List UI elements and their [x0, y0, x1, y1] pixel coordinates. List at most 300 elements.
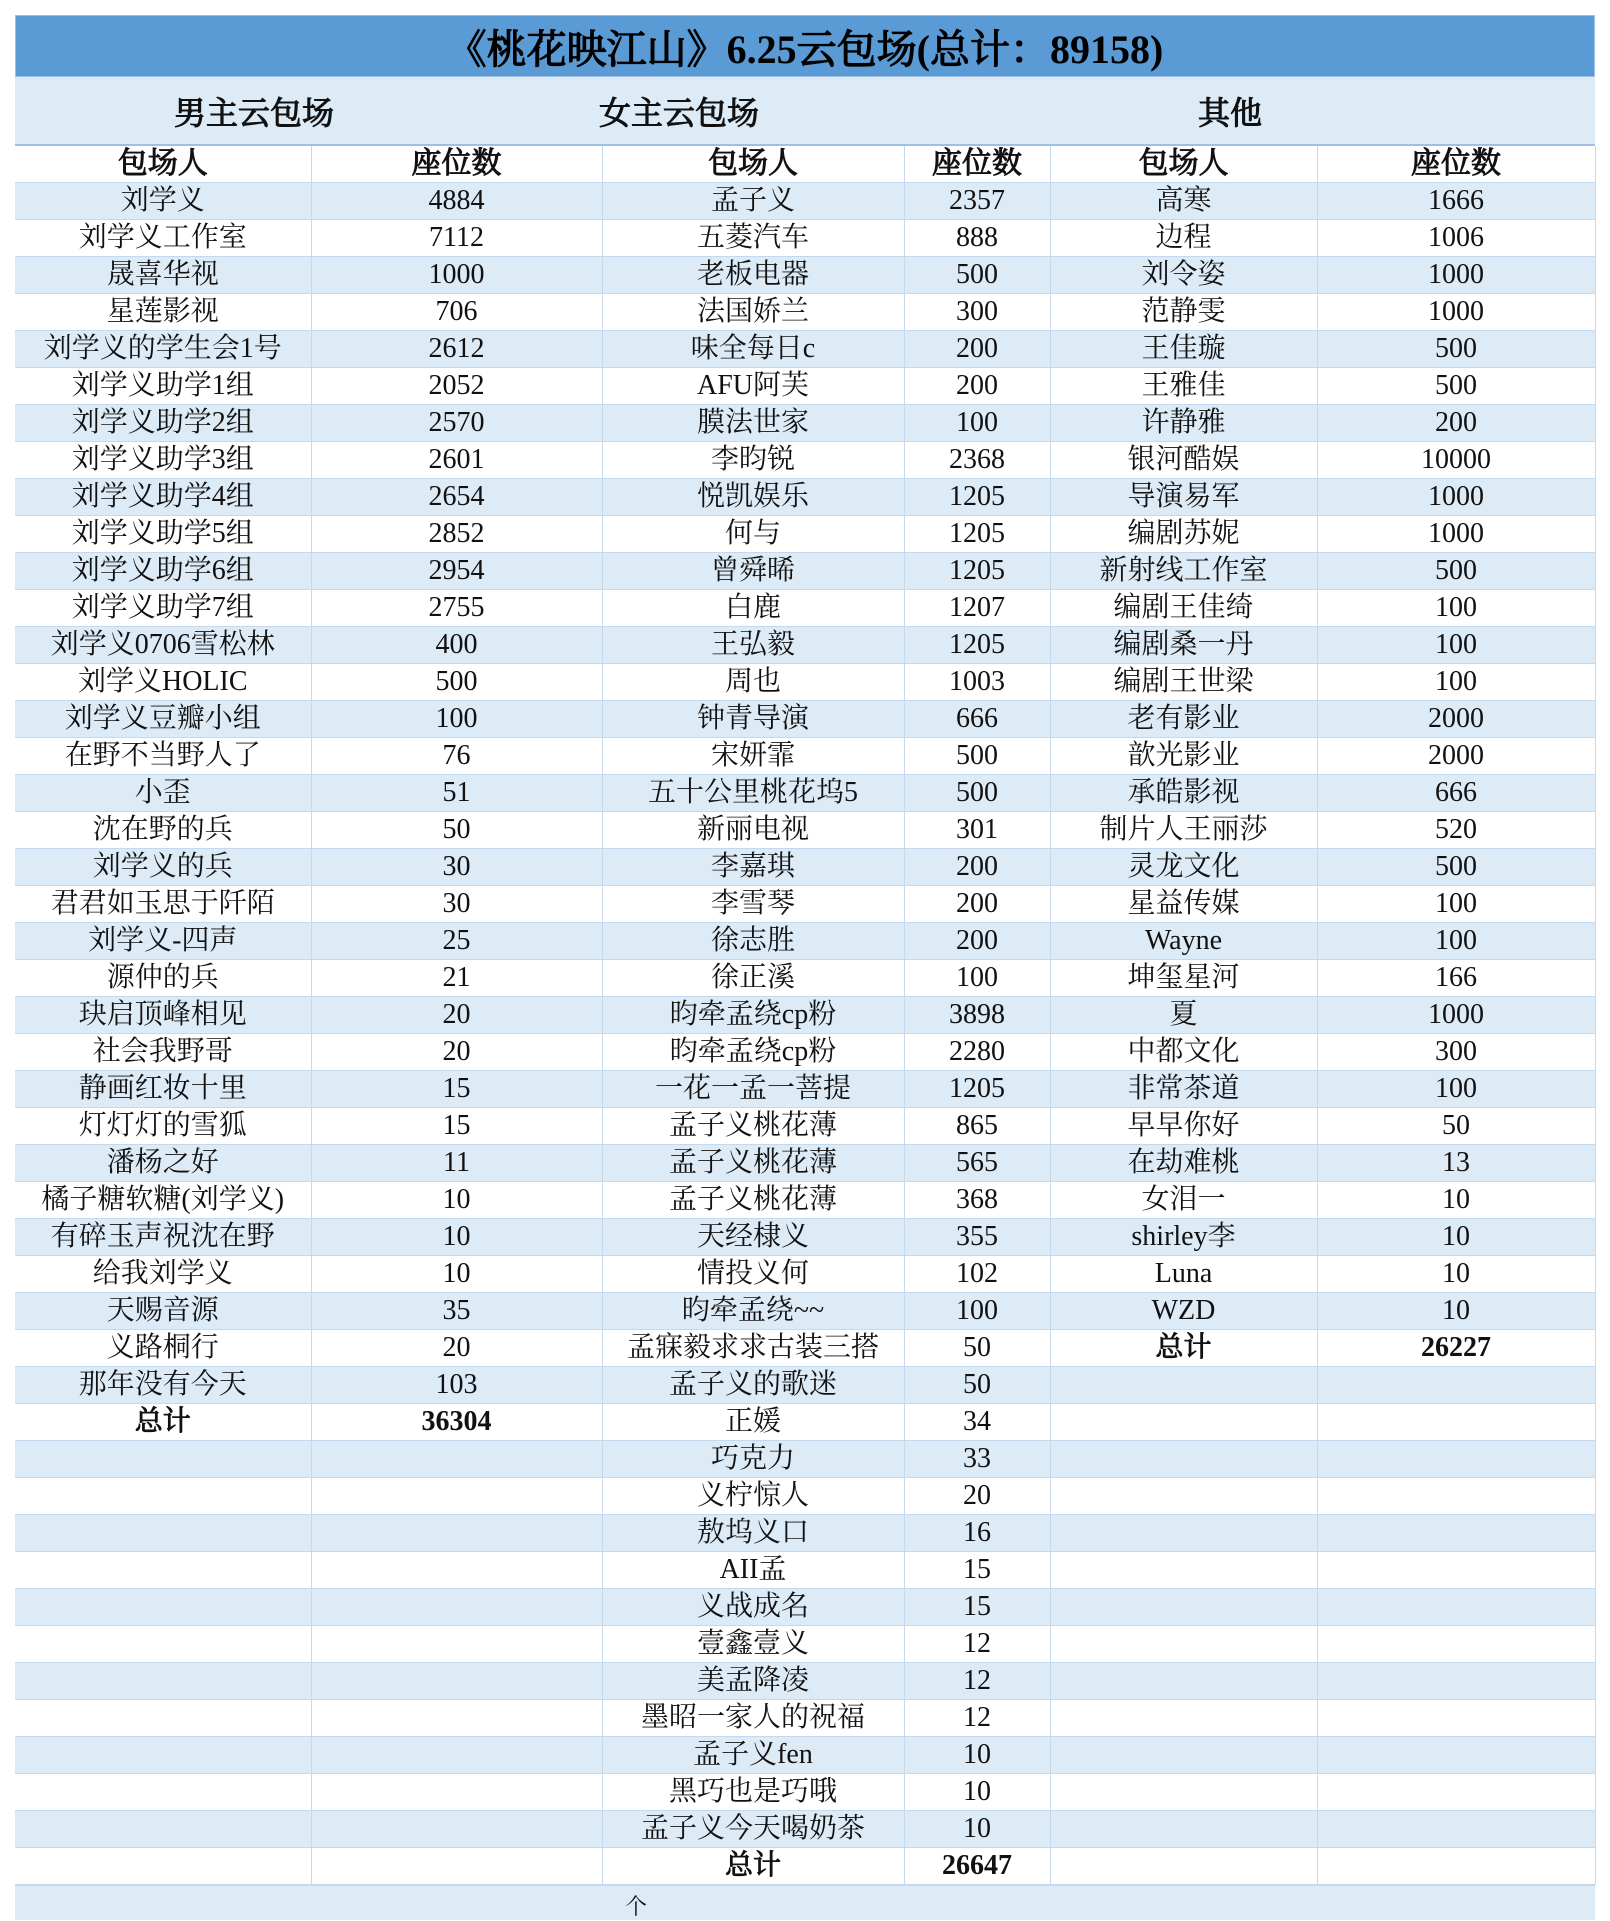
table-row	[15, 701, 1595, 738]
male-name-cell: 那年没有今天	[15, 1367, 311, 1404]
other-name-cell	[1050, 1404, 1317, 1441]
male-name-cell	[15, 1589, 311, 1626]
other-seats-cell: 200	[1317, 405, 1595, 442]
male-name-cell: 潘杨之好	[15, 1145, 311, 1182]
other-seats-cell: 10	[1317, 1293, 1595, 1330]
other-name-cell: 王雅佳	[1050, 368, 1317, 405]
male-seats-cell: 400	[311, 627, 602, 664]
male-name-cell: 社会我野哥	[15, 1034, 311, 1071]
table-row	[15, 1034, 1595, 1071]
female-name-cell: 李嘉琪	[602, 849, 904, 886]
table-row	[15, 479, 1595, 516]
table-row	[15, 1404, 1595, 1441]
table-row	[15, 257, 1595, 294]
female-name-cell: 天经棣义	[602, 1219, 904, 1256]
male-name-cell: 刘学义助学3组	[15, 442, 311, 479]
male-name-cell: 义路桐行	[15, 1330, 311, 1367]
female-seats-cell: 33	[904, 1441, 1050, 1478]
table-row	[15, 220, 1595, 257]
other-seats-cell: 100	[1317, 664, 1595, 701]
other-name-cell: shirley李	[1050, 1219, 1317, 1256]
other-seats-cell: 100	[1317, 923, 1595, 960]
table-row	[15, 997, 1595, 1034]
other-seats-cell	[1317, 1848, 1595, 1885]
other-name-cell: 歆光影业	[1050, 738, 1317, 775]
female-seats-cell: 1205	[904, 553, 1050, 590]
table-row	[15, 664, 1595, 701]
other-seats-cell: 2000	[1317, 738, 1595, 775]
male-seats-cell: 21	[311, 960, 602, 997]
other-seats-cell	[1317, 1441, 1595, 1478]
other-name-cell	[1050, 1811, 1317, 1848]
male-seats-cell	[311, 1626, 602, 1663]
female-seats-cell: 102	[904, 1256, 1050, 1293]
bottom-mark: 个	[625, 1894, 648, 1919]
male-name-cell: 刘学义的兵	[15, 849, 311, 886]
male-seats-cell: 25	[311, 923, 602, 960]
male-name-cell: 小歪	[15, 775, 311, 812]
table-row	[15, 1774, 1595, 1811]
female-name-cell: AFU阿芙	[602, 368, 904, 405]
male-name-cell	[15, 1552, 311, 1589]
other-name-cell: 边程	[1050, 220, 1317, 257]
male-seats-cell: 500	[311, 664, 602, 701]
table-row	[15, 886, 1595, 923]
female-name-cell: 孟子义今天喝奶茶	[602, 1811, 904, 1848]
female-name-cell: 墨昭一家人的祝福	[602, 1700, 904, 1737]
table-row	[15, 294, 1595, 331]
female-name-cell: 壹鑫壹义	[602, 1626, 904, 1663]
other-seats-cell	[1317, 1774, 1595, 1811]
male-name-cell: 刘学义-四声	[15, 923, 311, 960]
table-row	[15, 1848, 1595, 1885]
female-name-cell: 五十公里桃花坞5	[602, 775, 904, 812]
other-seats-cell: 500	[1317, 368, 1595, 405]
other-seats-cell	[1317, 1700, 1595, 1737]
male-seats-cell: 50	[311, 812, 602, 849]
sheet-title: 《桃花映江山》6.25云包场(总计：89158)	[15, 15, 1595, 77]
other-seats-cell	[1317, 1737, 1595, 1774]
other-name-cell: 王佳璇	[1050, 331, 1317, 368]
female-seats-cell: 200	[904, 886, 1050, 923]
other-name-cell	[1050, 1552, 1317, 1589]
other-name-cell: 老有影业	[1050, 701, 1317, 738]
female-seats-cell: 500	[904, 257, 1050, 294]
other-name-cell: 范静雯	[1050, 294, 1317, 331]
female-seats-cell: 200	[904, 331, 1050, 368]
male-seats-cell: 15	[311, 1071, 602, 1108]
other-seats-cell: 1000	[1317, 516, 1595, 553]
female-seats-cell: 301	[904, 812, 1050, 849]
female-name-cell: 孟子义桃花薄	[602, 1182, 904, 1219]
table-row	[15, 960, 1595, 997]
male-name-cell: 刘学义的学生会1号	[15, 331, 311, 368]
other-name-cell	[1050, 1700, 1317, 1737]
male-name-cell: 刘学义豆瓣小组	[15, 701, 311, 738]
female-seats-cell: 100	[904, 960, 1050, 997]
col-header-other-name: 包场人	[1050, 146, 1317, 183]
male-seats-cell: 2755	[311, 590, 602, 627]
female-name-cell: 曾舜晞	[602, 553, 904, 590]
female-name-cell: 白鹿	[602, 590, 904, 627]
table-row	[15, 1108, 1595, 1145]
other-seats-cell: 10000	[1317, 442, 1595, 479]
male-name-cell: 刘学义助学1组	[15, 368, 311, 405]
male-name-cell: 刘学义助学7组	[15, 590, 311, 627]
male-seats-cell: 35	[311, 1293, 602, 1330]
female-seats-cell: 1205	[904, 1071, 1050, 1108]
male-seats-cell	[311, 1552, 602, 1589]
table-row	[15, 812, 1595, 849]
other-name-cell: 早早你好	[1050, 1108, 1317, 1145]
female-name-cell: 钟青导演	[602, 701, 904, 738]
table-row	[15, 1811, 1595, 1848]
female-seats-cell: 500	[904, 738, 1050, 775]
other-name-cell: 导演易军	[1050, 479, 1317, 516]
male-seats-cell	[311, 1700, 602, 1737]
female-name-cell: 味全每日c	[602, 331, 904, 368]
male-seats-cell	[311, 1441, 602, 1478]
female-seats-cell: 12	[904, 1663, 1050, 1700]
male-seats-cell: 30	[311, 886, 602, 923]
col-header-male-name: 包场人	[15, 146, 311, 183]
other-name-cell: 女泪一	[1050, 1182, 1317, 1219]
male-name-cell	[15, 1737, 311, 1774]
female-name-cell: 孟子义fen	[602, 1737, 904, 1774]
female-name-cell: AII孟	[602, 1552, 904, 1589]
other-seats-cell: 10	[1317, 1182, 1595, 1219]
male-name-cell: 灯灯灯的雪狐	[15, 1108, 311, 1145]
col-header-male-seats: 座位数	[311, 146, 602, 183]
table-row	[15, 849, 1595, 886]
table-row	[15, 1330, 1595, 1367]
other-name-cell: Luna	[1050, 1256, 1317, 1293]
other-name-cell: 中都文化	[1050, 1034, 1317, 1071]
other-seats-cell: 1000	[1317, 997, 1595, 1034]
female-seats-cell: 3898	[904, 997, 1050, 1034]
other-seats-cell: 10	[1317, 1219, 1595, 1256]
male-seats-cell	[311, 1478, 602, 1515]
table-row	[15, 405, 1595, 442]
female-seats-cell: 26647	[904, 1848, 1050, 1885]
female-seats-cell: 2357	[904, 183, 1050, 220]
table-row	[15, 1663, 1595, 1700]
male-seats-cell: 2954	[311, 553, 602, 590]
other-seats-cell: 1666	[1317, 183, 1595, 220]
table-row	[15, 368, 1595, 405]
other-seats-cell: 1000	[1317, 479, 1595, 516]
male-seats-cell	[311, 1663, 602, 1700]
other-name-cell: 刘令姿	[1050, 257, 1317, 294]
other-seats-cell: 300	[1317, 1034, 1595, 1071]
female-seats-cell: 10	[904, 1811, 1050, 1848]
male-seats-cell: 2612	[311, 331, 602, 368]
male-seats-cell: 10	[311, 1219, 602, 1256]
female-name-cell: 孟子义	[602, 183, 904, 220]
spreadsheet	[15, 15, 1595, 1920]
other-name-cell	[1050, 1848, 1317, 1885]
table-row	[15, 1441, 1595, 1478]
male-seats-cell: 2052	[311, 368, 602, 405]
other-seats-cell: 500	[1317, 331, 1595, 368]
other-name-cell: 坤玺星河	[1050, 960, 1317, 997]
male-seats-cell: 20	[311, 997, 602, 1034]
table-row	[15, 1700, 1595, 1737]
male-name-cell: 在野不当野人了	[15, 738, 311, 775]
other-name-cell: 编剧苏妮	[1050, 516, 1317, 553]
male-seats-cell: 20	[311, 1330, 602, 1367]
other-name-cell: 灵龙文化	[1050, 849, 1317, 886]
other-name-cell: Wayne	[1050, 923, 1317, 960]
table-row	[15, 590, 1595, 627]
male-name-cell	[15, 1441, 311, 1478]
table-row	[15, 738, 1595, 775]
female-name-cell: 黑巧也是巧哦	[602, 1774, 904, 1811]
table-row	[15, 516, 1595, 553]
male-seats-cell: 51	[311, 775, 602, 812]
female-name-cell: 美孟降凌	[602, 1663, 904, 1700]
other-name-cell: 总计	[1050, 1330, 1317, 1367]
section-other: 其他	[1197, 94, 1262, 131]
table-row	[15, 442, 1595, 479]
female-name-cell: 昀牵孟绕cp粉	[602, 1034, 904, 1071]
female-seats-cell: 15	[904, 1552, 1050, 1589]
other-name-cell	[1050, 1478, 1317, 1515]
other-name-cell: 制片人王丽莎	[1050, 812, 1317, 849]
other-name-cell: 星益传媒	[1050, 886, 1317, 923]
male-name-cell: 君君如玉思于阡陌	[15, 886, 311, 923]
female-seats-cell: 12	[904, 1626, 1050, 1663]
other-name-cell: 银河酷娱	[1050, 442, 1317, 479]
other-seats-cell: 1000	[1317, 257, 1595, 294]
male-name-cell: 玦启顶峰相见	[15, 997, 311, 1034]
female-name-cell: 义战成名	[602, 1589, 904, 1626]
female-seats-cell: 888	[904, 220, 1050, 257]
section-male: 男主云包场	[173, 94, 334, 131]
female-name-cell: 悦凯娱乐	[602, 479, 904, 516]
other-seats-cell: 500	[1317, 553, 1595, 590]
table-row	[15, 1256, 1595, 1293]
male-name-cell: 刘学义HOLIC	[15, 664, 311, 701]
other-name-cell: 夏	[1050, 997, 1317, 1034]
female-name-cell: 老板电器	[602, 257, 904, 294]
female-name-cell: 孟子义桃花薄	[602, 1108, 904, 1145]
male-name-cell: 橘子糖软糖(刘学义)	[15, 1182, 311, 1219]
table-row	[15, 1293, 1595, 1330]
table-row	[15, 1515, 1595, 1552]
male-seats-cell: 706	[311, 294, 602, 331]
female-seats-cell: 200	[904, 923, 1050, 960]
female-name-cell: 宋妍霏	[602, 738, 904, 775]
male-seats-cell: 2654	[311, 479, 602, 516]
male-seats-cell	[311, 1737, 602, 1774]
col-header-female-name: 包场人	[602, 146, 904, 183]
female-seats-cell: 368	[904, 1182, 1050, 1219]
male-seats-cell: 7112	[311, 220, 602, 257]
other-name-cell: 高寒	[1050, 183, 1317, 220]
other-seats-cell: 10	[1317, 1256, 1595, 1293]
other-seats-cell	[1317, 1367, 1595, 1404]
other-name-cell	[1050, 1441, 1317, 1478]
table-row	[15, 1071, 1595, 1108]
other-seats-cell: 100	[1317, 1071, 1595, 1108]
other-name-cell	[1050, 1774, 1317, 1811]
male-name-cell: 刘学义0706雪松林	[15, 627, 311, 664]
female-name-cell: 敖坞义口	[602, 1515, 904, 1552]
other-seats-cell: 166	[1317, 960, 1595, 997]
male-seats-cell: 15	[311, 1108, 602, 1145]
female-seats-cell: 20	[904, 1478, 1050, 1515]
other-seats-cell	[1317, 1589, 1595, 1626]
male-name-cell	[15, 1811, 311, 1848]
other-name-cell	[1050, 1737, 1317, 1774]
male-name-cell: 给我刘学义	[15, 1256, 311, 1293]
female-seats-cell: 1205	[904, 627, 1050, 664]
female-seats-cell: 200	[904, 849, 1050, 886]
other-name-cell: 编剧桑一丹	[1050, 627, 1317, 664]
female-seats-cell: 16	[904, 1515, 1050, 1552]
female-seats-cell: 666	[904, 701, 1050, 738]
male-seats-cell: 2601	[311, 442, 602, 479]
other-name-cell	[1050, 1515, 1317, 1552]
male-seats-cell: 10	[311, 1182, 602, 1219]
male-name-cell	[15, 1700, 311, 1737]
other-seats-cell: 520	[1317, 812, 1595, 849]
female-seats-cell: 355	[904, 1219, 1050, 1256]
table-row	[15, 331, 1595, 368]
female-name-cell: 何与	[602, 516, 904, 553]
column-header-row	[15, 146, 1595, 183]
table-row	[15, 1626, 1595, 1663]
male-name-cell	[15, 1626, 311, 1663]
other-seats-cell	[1317, 1811, 1595, 1848]
other-seats-cell	[1317, 1404, 1595, 1441]
male-name-cell: 刘学义助学5组	[15, 516, 311, 553]
female-name-cell: 李雪琴	[602, 886, 904, 923]
male-name-cell: 刘学义助学6组	[15, 553, 311, 590]
table-row	[15, 1589, 1595, 1626]
table-row	[15, 627, 1595, 664]
male-name-cell	[15, 1774, 311, 1811]
other-seats-cell: 2000	[1317, 701, 1595, 738]
other-name-cell: 新射线工作室	[1050, 553, 1317, 590]
section-female: 女主云包场	[598, 94, 759, 131]
other-seats-cell	[1317, 1478, 1595, 1515]
other-name-cell: 编剧王佳绮	[1050, 590, 1317, 627]
female-seats-cell: 15	[904, 1589, 1050, 1626]
table-row	[15, 775, 1595, 812]
female-name-cell: 昀牵孟绕cp粉	[602, 997, 904, 1034]
other-seats-cell	[1317, 1626, 1595, 1663]
female-name-cell: 情投义何	[602, 1256, 904, 1293]
female-name-cell: 正媛	[602, 1404, 904, 1441]
col-header-female-seats: 座位数	[904, 146, 1050, 183]
female-name-cell: 徐正溪	[602, 960, 904, 997]
table-row	[15, 1182, 1595, 1219]
male-seats-cell	[311, 1774, 602, 1811]
female-name-cell: 新丽电视	[602, 812, 904, 849]
male-name-cell: 静画红妆十里	[15, 1071, 311, 1108]
male-seats-cell	[311, 1811, 602, 1848]
male-seats-cell: 36304	[311, 1404, 602, 1441]
female-seats-cell: 865	[904, 1108, 1050, 1145]
other-name-cell	[1050, 1367, 1317, 1404]
other-name-cell	[1050, 1663, 1317, 1700]
bottom-strip	[15, 1885, 1595, 1920]
other-name-cell: WZD	[1050, 1293, 1317, 1330]
other-seats-cell: 50	[1317, 1108, 1595, 1145]
other-name-cell: 在劫难桃	[1050, 1145, 1317, 1182]
female-seats-cell: 10	[904, 1737, 1050, 1774]
female-name-cell: 王弘毅	[602, 627, 904, 664]
male-name-cell: 星莲影视	[15, 294, 311, 331]
female-name-cell: 李昀锐	[602, 442, 904, 479]
female-name-cell: 总计	[602, 1848, 904, 1885]
male-name-cell: 刘学义助学4组	[15, 479, 311, 516]
section-header-row	[15, 77, 1595, 146]
male-seats-cell: 76	[311, 738, 602, 775]
female-seats-cell: 2368	[904, 442, 1050, 479]
other-name-cell: 许静雅	[1050, 405, 1317, 442]
other-seats-cell: 26227	[1317, 1330, 1595, 1367]
female-seats-cell: 1205	[904, 479, 1050, 516]
male-name-cell: 刘学义助学2组	[15, 405, 311, 442]
female-seats-cell: 12	[904, 1700, 1050, 1737]
female-name-cell: 义柠惊人	[602, 1478, 904, 1515]
male-seats-cell: 10	[311, 1256, 602, 1293]
male-name-cell: 总计	[15, 1404, 311, 1441]
female-seats-cell: 50	[904, 1330, 1050, 1367]
other-name-cell: 承皓影视	[1050, 775, 1317, 812]
other-seats-cell	[1317, 1663, 1595, 1700]
female-name-cell: 法国娇兰	[602, 294, 904, 331]
female-name-cell: 徐志胜	[602, 923, 904, 960]
table-row	[15, 923, 1595, 960]
female-seats-cell: 300	[904, 294, 1050, 331]
male-name-cell: 沈在野的兵	[15, 812, 311, 849]
male-name-cell: 有碎玉声祝沈在野	[15, 1219, 311, 1256]
booking-table	[15, 146, 1596, 1885]
male-seats-cell: 103	[311, 1367, 602, 1404]
other-seats-cell	[1317, 1552, 1595, 1589]
other-seats-cell	[1317, 1515, 1595, 1552]
other-seats-cell: 100	[1317, 590, 1595, 627]
other-seats-cell: 100	[1317, 627, 1595, 664]
male-name-cell: 刘学义	[15, 183, 311, 220]
other-seats-cell: 500	[1317, 849, 1595, 886]
table-row	[15, 1367, 1595, 1404]
male-name-cell	[15, 1478, 311, 1515]
male-seats-cell: 4884	[311, 183, 602, 220]
other-seats-cell: 1006	[1317, 220, 1595, 257]
male-name-cell: 晟喜华视	[15, 257, 311, 294]
other-seats-cell: 1000	[1317, 294, 1595, 331]
other-name-cell	[1050, 1626, 1317, 1663]
female-name-cell: 孟寐毅求求古装三搭	[602, 1330, 904, 1367]
other-name-cell: 非常茶道	[1050, 1071, 1317, 1108]
female-name-cell: 孟子义的歌迷	[602, 1367, 904, 1404]
other-seats-cell: 13	[1317, 1145, 1595, 1182]
male-name-cell	[15, 1663, 311, 1700]
other-seats-cell: 666	[1317, 775, 1595, 812]
table-row	[15, 1478, 1595, 1515]
female-name-cell: 五菱汽车	[602, 220, 904, 257]
table-row	[15, 1737, 1595, 1774]
female-name-cell: 昀牵孟绕~~	[602, 1293, 904, 1330]
male-name-cell	[15, 1515, 311, 1552]
table-row	[15, 553, 1595, 590]
female-seats-cell: 500	[904, 775, 1050, 812]
